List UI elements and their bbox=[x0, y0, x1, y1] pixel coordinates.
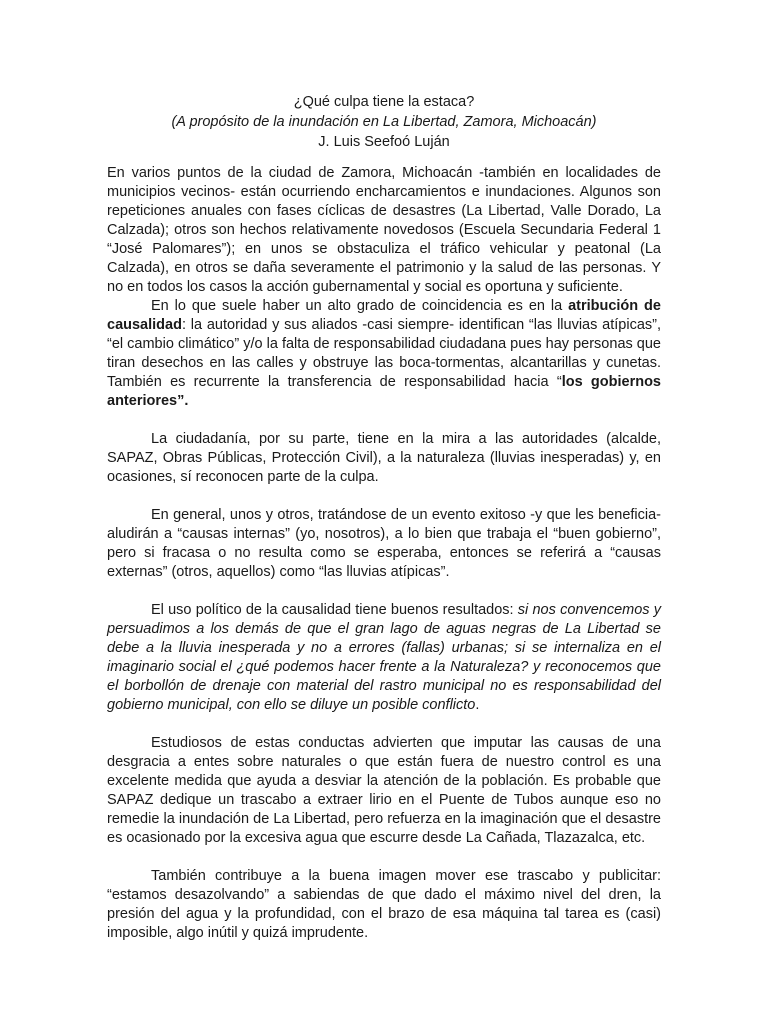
paragraph-3: La ciudadanía, por su parte, tiene en la mira a las autoridades (alcalde, SAPAZ, Obras Públicas, Protección Civil), a la naturaleza (lluvias inesperadas) y, en ocasiones, sí reconocen parte de la culpa. bbox=[107, 431, 661, 485]
paragraph-1: En varios puntos de la ciudad de Zamora, Michoacán -también en localidades de municipios vecinos- están ocurriendo encharcamientos e inundaciones. Algunos son repeticiones anuales con fases cíclicas de desastres (La Libertad, Valle Dorado, La Calzada); otros son hechos relativamente novedosos (Escuela Secundaria Federal 1 “José Palomares”); en unos se obstaculiza el tráfico vehicular y peatonal (La Calzada), en otros se daña severamente el patrimonio y la salud de las personas. Y no en todos los casos la acción gubernamental y social es oportuna y suficiente. bbox=[107, 165, 661, 295]
document-body bbox=[107, 164, 661, 943]
paragraph-5 bbox=[107, 601, 661, 715]
document-title: ¿Qué culpa tiene la estaca? bbox=[293, 94, 475, 110]
p5-text-1: El uso político de la causalidad tiene buenos resultados: bbox=[151, 602, 518, 618]
paragraph-7: También contribuye a la buena imagen mover ese trascabo y publicitar: “estamos desazolvando” a sabiendas de que dado el máximo nivel del dren, la presión del agua y la profundidad, con el brazo de esa máquina tal tarea es (casi) imposible, algo inútil y quizá imprudente. bbox=[107, 868, 661, 941]
p5-italic: si nos convencemos y persuadimos a los demás de que el gran lago de aguas negras de La Libertad se debe a la lluvia inesperada y no a errores (fallas) urbanas; si se internaliza en el imaginario social el ¿qué podemos hacer frente a la Naturaleza? y reconocemos que el borbollón de drenaje con material del rastro municipal no es responsabilidad del gobierno municipal, con ello se diluye un posible conflicto bbox=[107, 602, 661, 713]
paragraph-4: En general, unos y otros, tratándose de un evento exitoso -y que les beneficia- aludirán a “causas internas” (yo, nosotros), a lo bien que trabaja el “buen gobierno”, pero si fracasa o no resulta como se esperaba, entonces se referirá a “causas externas” (otros, aquellos) como “las lluvias atípicas”. bbox=[107, 507, 661, 580]
p5-text-2: . bbox=[475, 697, 480, 713]
p2-text-1: En lo que suele haber un alto grado de coincidencia es en la bbox=[151, 298, 569, 314]
p2-bold-2: los gobiernos anteriores”. bbox=[107, 374, 661, 409]
p2-text-2: : la autoridad y sus aliados -casi siempre- identifican “las lluvias atípicas”, “el cambio climático” y/o la falta de responsabilidad ciudadana pues hay personas que tiran desechos en las calles y obstruye las boca-tormentas, alcantarillas y cunetas. También es recurrente la transferencia de responsabilidad hacia “ bbox=[107, 317, 661, 390]
paragraph-6: Estudiosos de estas conductas advierten que imputar las causas de una desgracia a entes sobre naturales o que están fuera de nuestro control es una excelente medida que ayuda a desviar la atención de la población. Es probable que SAPAZ dedique un trascabo a extraer lirio en el Puente de Tubos aunque eso no remedie la inundación de La Libertad, pero refuerza en la imaginación que el desastre es ocasionado por la excesiva agua que escurre desde La Cañada, Tlazazalca, etc. bbox=[107, 735, 661, 846]
document-author: J. Luis Seefoó Luján bbox=[318, 134, 450, 150]
p2-bold-1: atribución de causalidad bbox=[107, 298, 661, 333]
document-subtitle: (A propósito de la inundación en La Libertad, Zamora, Michoacán) bbox=[171, 114, 597, 130]
title-block bbox=[0, 92, 768, 152]
paragraph-2 bbox=[107, 297, 661, 411]
